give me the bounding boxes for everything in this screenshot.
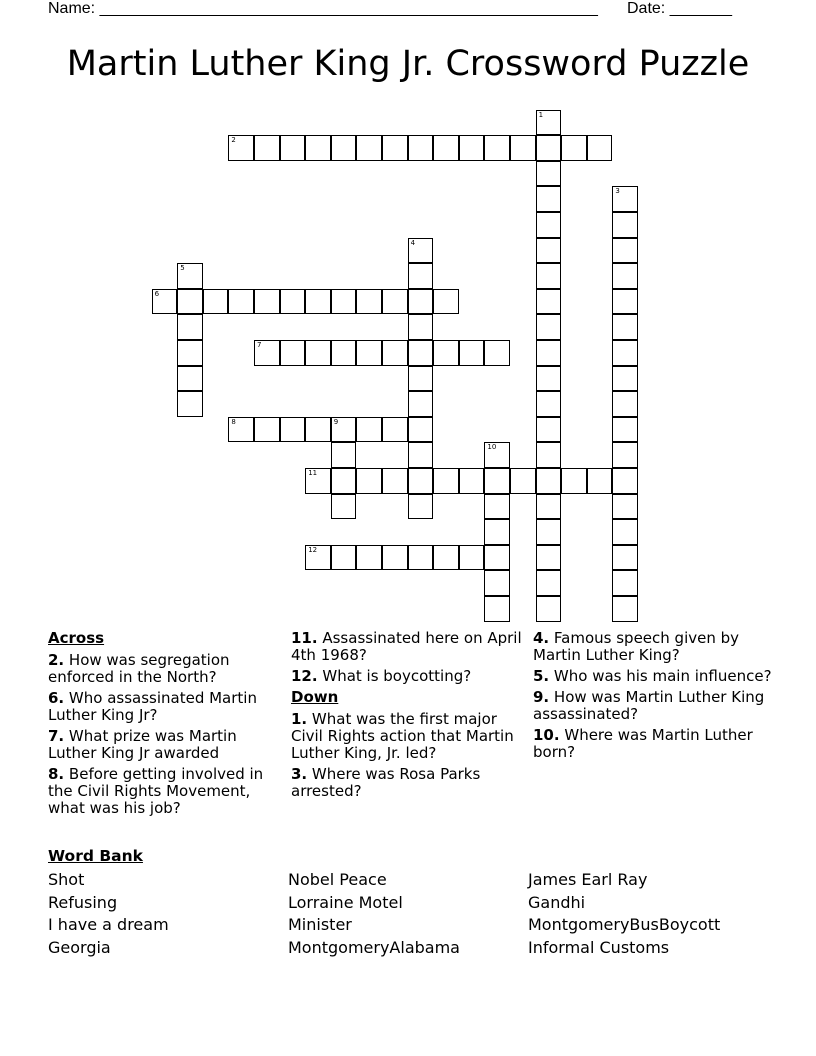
crossword-cell[interactable]: [536, 417, 562, 443]
crossword-cell[interactable]: [331, 442, 357, 468]
word-bank-item: Gandhi: [528, 892, 586, 912]
crossword-cell[interactable]: [433, 289, 459, 315]
page-title: Martin Luther King Jr. Crossword Puzzle: [66, 44, 750, 84]
crossword-cell[interactable]: [587, 468, 613, 494]
crossword-cell[interactable]: [612, 519, 638, 545]
crossword-cell[interactable]: [612, 314, 638, 340]
crossword-cell[interactable]: [382, 340, 408, 366]
crossword-cell[interactable]: [356, 545, 382, 571]
crossword-cell[interactable]: [356, 289, 382, 315]
crossword-cell[interactable]: [254, 289, 280, 315]
crossword-cell[interactable]: [459, 545, 485, 571]
crossword-cell[interactable]: [356, 135, 382, 161]
word-bank-column-2: [288, 869, 460, 959]
crossword-cell[interactable]: [536, 596, 562, 622]
crossword-cell[interactable]: [536, 161, 562, 187]
crossword-cell[interactable]: [177, 289, 203, 315]
crossword-cell[interactable]: [433, 545, 459, 571]
crossword-cell[interactable]: [382, 545, 408, 571]
crossword-cell[interactable]: [228, 135, 254, 161]
crossword-cell[interactable]: [408, 340, 434, 366]
crossword-cell[interactable]: [536, 366, 562, 392]
clue-number: 4: [410, 238, 416, 247]
word-bank-item: James Earl Ray: [528, 870, 648, 889]
clue-down-5: 5. Who was his main influence?: [533, 667, 772, 685]
crossword-cell[interactable]: [382, 468, 408, 494]
crossword-cell[interactable]: [536, 570, 562, 596]
crossword-cell[interactable]: [612, 596, 638, 622]
crossword-cell[interactable]: [331, 289, 357, 315]
crossword-cell[interactable]: [356, 340, 382, 366]
crossword-cell[interactable]: [305, 417, 331, 443]
crossword-cell[interactable]: [433, 135, 459, 161]
crossword-cell[interactable]: [177, 263, 203, 289]
crossword-cell[interactable]: [305, 468, 331, 494]
crossword-cell[interactable]: [408, 468, 434, 494]
crossword-cell[interactable]: [612, 289, 638, 315]
crossword-cell[interactable]: [408, 366, 434, 392]
crossword-cell[interactable]: [408, 238, 434, 264]
clue-number: 5: [180, 264, 185, 273]
crossword-cell[interactable]: [561, 468, 587, 494]
crossword-cell[interactable]: [484, 340, 510, 366]
clue-across-2: 2. How was segregation enforced in the North?: [48, 651, 230, 686]
crossword-cell[interactable]: [612, 212, 638, 238]
crossword-cell[interactable]: [612, 186, 638, 212]
crossword-cell[interactable]: [612, 238, 638, 264]
clues-column-3: [533, 630, 773, 765]
crossword-cell[interactable]: [280, 135, 306, 161]
crossword-cell[interactable]: [612, 545, 638, 571]
crossword-cell[interactable]: [612, 417, 638, 443]
crossword-cell[interactable]: [536, 135, 562, 161]
crossword-cell[interactable]: [612, 442, 638, 468]
date-field[interactable]: Date: _______: [627, 0, 732, 17]
clue-number: 7: [257, 341, 262, 349]
word-bank-column-1: [48, 869, 169, 959]
crossword-cell[interactable]: [280, 340, 306, 366]
crossword-cell[interactable]: [510, 468, 536, 494]
word-bank-item: Minister: [288, 915, 352, 935]
crossword-cell[interactable]: [587, 135, 613, 161]
crossword-cell[interactable]: [408, 263, 434, 289]
clue-down-1: 1. What was the first major Civil Rights action that Martin Luther King, Jr. led?: [291, 710, 514, 762]
crossword-cell[interactable]: [331, 340, 357, 366]
crossword-cell[interactable]: [408, 135, 434, 161]
word-bank-item: Georgia: [48, 937, 111, 957]
crossword-cell[interactable]: [305, 340, 331, 366]
crossword-cell[interactable]: [408, 494, 434, 520]
crossword-cell[interactable]: [356, 417, 382, 443]
crossword-cell[interactable]: [177, 391, 203, 417]
crossword-cell[interactable]: [280, 289, 306, 315]
word-bank-item: Lorraine Motel: [288, 892, 403, 912]
clue-down-9: 9. How was Martin Luther King assassinated?: [533, 688, 765, 723]
crossword-cell[interactable]: [203, 289, 229, 315]
crossword-cell[interactable]: [331, 417, 357, 443]
word-bank-item: Refusing: [48, 892, 118, 912]
clue-across-6: 6. Who assassinated Martin Luther King Jr?: [48, 689, 257, 724]
clue-down-4: 4. Famous speech given by Martin Luther King?: [533, 629, 740, 664]
crossword-cell[interactable]: [305, 289, 331, 315]
crossword-cell[interactable]: [408, 314, 434, 340]
crossword-cell[interactable]: [484, 570, 510, 596]
crossword-cell[interactable]: [331, 468, 357, 494]
clues-column-1: [48, 630, 283, 821]
crossword-cell[interactable]: [382, 289, 408, 315]
word-bank-item: Nobel Peace: [288, 870, 387, 889]
crossword-cell[interactable]: [536, 442, 562, 468]
crossword-cell[interactable]: [331, 135, 357, 161]
crossword-cell[interactable]: [484, 596, 510, 622]
clue-number: 12: [308, 545, 318, 554]
clue-number: 8: [231, 417, 236, 426]
name-field[interactable]: Name: ________________________________________________________: [48, 0, 598, 17]
word-bank-item: I have a dream: [48, 915, 169, 935]
crossword-cell[interactable]: [459, 468, 485, 494]
crossword-cell[interactable]: [408, 442, 434, 468]
crossword-cell[interactable]: [433, 340, 459, 366]
crossword-cell[interactable]: [356, 468, 382, 494]
clue-across-7: 7. What prize was Martin Luther King Jr awarded: [48, 727, 237, 762]
crossword-cell[interactable]: [536, 263, 562, 289]
crossword-cell[interactable]: [612, 494, 638, 520]
clue-down-3: 3. Where was Rosa Parks arrested?: [291, 765, 481, 800]
crossword-cell[interactable]: [612, 340, 638, 366]
crossword-cell[interactable]: [536, 391, 562, 417]
crossword-cell[interactable]: [254, 340, 280, 366]
crossword-cell[interactable]: [484, 442, 510, 468]
crossword-cell[interactable]: [536, 186, 562, 212]
clue-across-8: 8. Before getting involved in the Civil Rights Movement, what was his job?: [48, 765, 264, 817]
word-bank-item: Shot: [48, 870, 85, 889]
crossword-cell[interactable]: [254, 135, 280, 161]
word-bank-heading: Word Bank: [48, 847, 143, 865]
crossword-cell[interactable]: [484, 468, 510, 494]
clues-column-2: [291, 630, 526, 804]
clue-number: 10: [487, 443, 497, 452]
crossword-cell[interactable]: [561, 135, 587, 161]
crossword-cell[interactable]: [536, 238, 562, 264]
crossword-cell[interactable]: [177, 340, 203, 366]
crossword-cell[interactable]: [459, 340, 485, 366]
crossword-cell[interactable]: [382, 417, 408, 443]
word-bank-column-3: [528, 869, 720, 959]
crossword-cell[interactable]: [536, 289, 562, 315]
crossword-cell[interactable]: [459, 135, 485, 161]
crossword-cell[interactable]: [612, 366, 638, 392]
crossword-cell[interactable]: [536, 340, 562, 366]
clue-number: 3: [615, 187, 620, 196]
crossword-cell[interactable]: [612, 468, 638, 494]
crossword-cell[interactable]: [408, 417, 434, 443]
crossword-cell[interactable]: [612, 391, 638, 417]
across-heading: Across: [48, 629, 105, 647]
crossword-cell[interactable]: [536, 212, 562, 238]
crossword-cell[interactable]: [536, 468, 562, 494]
crossword-cell[interactable]: [612, 570, 638, 596]
crossword-cell[interactable]: [228, 289, 254, 315]
crossword-cell[interactable]: [536, 494, 562, 520]
crossword-cell[interactable]: [612, 263, 638, 289]
crossword-cell[interactable]: [177, 314, 203, 340]
crossword-cell[interactable]: [536, 110, 562, 136]
crossword-cell[interactable]: [484, 494, 510, 520]
clue-down-10: 10. Where was Martin Luther born?: [533, 726, 753, 761]
word-bank-item: Informal Customs: [528, 937, 670, 957]
crossword-cell[interactable]: [228, 417, 254, 443]
crossword-cell[interactable]: [305, 545, 331, 571]
crossword-cell[interactable]: [433, 468, 459, 494]
word-bank-item: MontgomeryBusBoycott: [528, 915, 721, 935]
crossword-cell[interactable]: [280, 417, 306, 443]
clue-number: 2: [231, 136, 236, 145]
crossword-cell[interactable]: [536, 314, 562, 340]
clue-number: 1: [538, 110, 544, 119]
clue-across-11: 11. Assassinated here on April 4th 1968?: [291, 629, 522, 664]
crossword-cell[interactable]: [484, 135, 510, 161]
clue-number: 6: [154, 289, 160, 298]
clue-across-12: 12. What is boycotting?: [291, 667, 472, 685]
crossword-cell[interactable]: [484, 519, 510, 545]
crossword-cell[interactable]: [177, 366, 203, 392]
clue-number: 9: [333, 417, 339, 426]
crossword-cell[interactable]: [152, 289, 178, 315]
crossword-cell[interactable]: [408, 545, 434, 571]
down-heading: Down: [291, 688, 339, 706]
crossword-cell[interactable]: [408, 289, 434, 315]
word-bank-item: MontgomeryAlabama: [288, 937, 460, 957]
crossword-cell[interactable]: [536, 519, 562, 545]
crossword-cell[interactable]: [382, 135, 408, 161]
crossword-cell[interactable]: [510, 135, 536, 161]
crossword-cell[interactable]: [536, 545, 562, 571]
crossword-cell[interactable]: [331, 545, 357, 571]
crossword-cell[interactable]: [484, 545, 510, 571]
crossword-cell[interactable]: [254, 417, 280, 443]
crossword-cell[interactable]: [331, 494, 357, 520]
crossword-cell[interactable]: [305, 135, 331, 161]
crossword-cell[interactable]: [408, 391, 434, 417]
clue-number: 11: [308, 469, 318, 477]
